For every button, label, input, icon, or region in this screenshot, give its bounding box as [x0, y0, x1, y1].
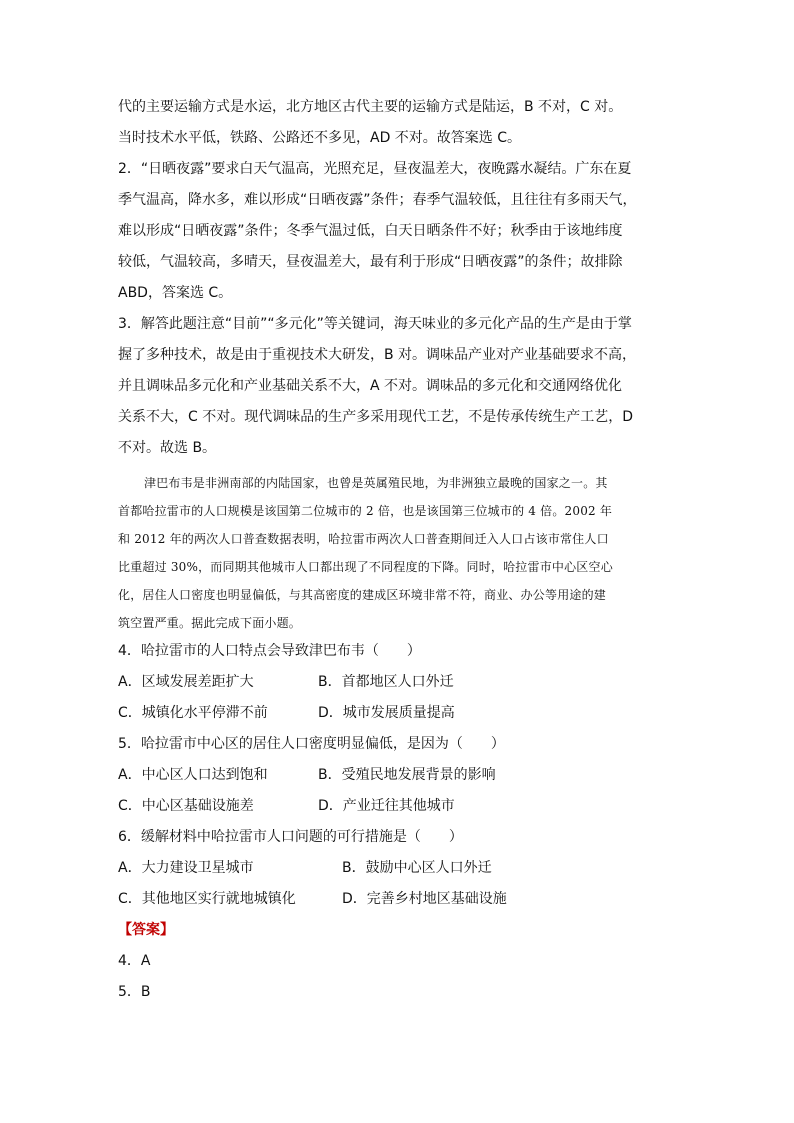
question-stem: 6．缓解材料中哈拉雷市人口问题的可行措施是（ ）: [118, 829, 463, 845]
option-row: [118, 672, 684, 703]
option-c: C．中心区基础设施差: [118, 798, 254, 814]
solution-line: 并且调味品多元化和产业基础关系不大，A 不对。调味品的多元化和交通网络优化: [118, 378, 623, 394]
option-d: D．完善乡村地区基础设施: [342, 891, 507, 907]
option-c: C．城镇化水平停滞不前: [118, 705, 268, 721]
solution-line: 关系不大，C 不对。现代调味品的生产多采用现代工艺，不是传承传统生产工艺，D: [118, 409, 634, 425]
passage-line: 化，居住人口密度也明显偏低，与其高密度的建成区环境非常不符，商业、办公等用途的建: [118, 588, 607, 602]
option-row: [118, 765, 684, 796]
answer-header: 【答案】: [118, 922, 174, 938]
option-a: A．中心区人口达到饱和: [118, 767, 268, 783]
answer-item: 4．A: [118, 953, 151, 969]
solution-line: 不对。故选 B。: [118, 440, 217, 456]
answer-item: 5．B: [118, 984, 151, 1000]
solution-line: 当时技术水平低，铁路、公路还不多见，AD 不对。故答案选 C。: [118, 130, 522, 146]
option-a: A．大力建设卫星城市: [118, 860, 254, 876]
question-4: [118, 641, 684, 734]
option-row: [118, 889, 684, 920]
solution-line: 较低，气温较高，多晴天，昼夜温差大，最有利于形成“日晒夜露”的条件；故排除: [118, 254, 623, 270]
passage-line: 津巴布韦是非洲南部的内陆国家，也曾是英属殖民地，为非洲独立最晚的国家之一。其: [144, 476, 608, 490]
solution-line: 季气温高，降水多，难以形成“日晒夜露”条件；春季气温较低，且往往有多雨天气，: [118, 192, 637, 208]
question-5: [118, 734, 684, 827]
option-b: B．受殖民地发展背景的影响: [318, 767, 496, 783]
question-stem: 5．哈拉雷市中心区的居住人口密度明显偏低，是因为（ ）: [118, 736, 505, 752]
option-c: C．其他地区实行就地城镇化: [118, 891, 296, 907]
solution-line: 难以形成“日晒夜露”条件；冬季气温过低，白天日晒条件不好；秋季由于该地纬度: [118, 223, 623, 239]
solution-line: 2．“日晒夜露”要求白天气温高，光照充足，昼夜温差大，夜晚露水凝结。广东在夏: [118, 161, 632, 177]
option-row: [118, 796, 684, 827]
option-b: B．鼓励中心区人口外迁: [342, 860, 492, 876]
solution-line: 3．解答此题注意“目前”“多元化”等关键词，海天味业的多元化产品的生产是由于掌: [118, 316, 632, 332]
passage-line: 筑空置严重。据此完成下面小题。: [118, 616, 302, 630]
document-page: [118, 97, 684, 1013]
passage-line: 和 2012 年的两次人口普查数据表明，哈拉雷市两次人口普查期间迁入人口占该市常住人口: [118, 532, 609, 546]
option-d: D．产业迁往其他城市: [318, 798, 455, 814]
option-a: A．区域发展差距扩大: [118, 674, 254, 690]
option-b: B．首都地区人口外迁: [318, 674, 454, 690]
solution-text: [118, 97, 684, 469]
solution-line: ABD，答案选 C。: [118, 285, 233, 301]
option-d: D．城市发展质量提高: [318, 705, 455, 721]
question-6: [118, 827, 684, 920]
solution-line: 代的主要运输方式是水运，北方地区古代主要的运输方式是陆运，B 不对，C 对。: [118, 99, 623, 115]
reading-passage: [118, 473, 684, 641]
passage-line: 首都哈拉雷市的人口规模是该国第二位城市的 2 倍，也是该国第三位城市的 4 倍。2002 年: [118, 504, 613, 518]
option-row: [118, 858, 684, 889]
passage-line: 比重超过 30%，而同期其他城市人口都出现了不同程度的下降。同时，哈拉雷市中心区空心: [118, 560, 613, 574]
option-row: [118, 703, 684, 734]
question-stem: 4．哈拉雷市的人口特点会导致津巴布韦（ ）: [118, 643, 421, 659]
solution-line: 握了多种技术，故是由于重视技术大研发，B 对。调味品产业对产业基础要求不高，: [118, 347, 637, 363]
